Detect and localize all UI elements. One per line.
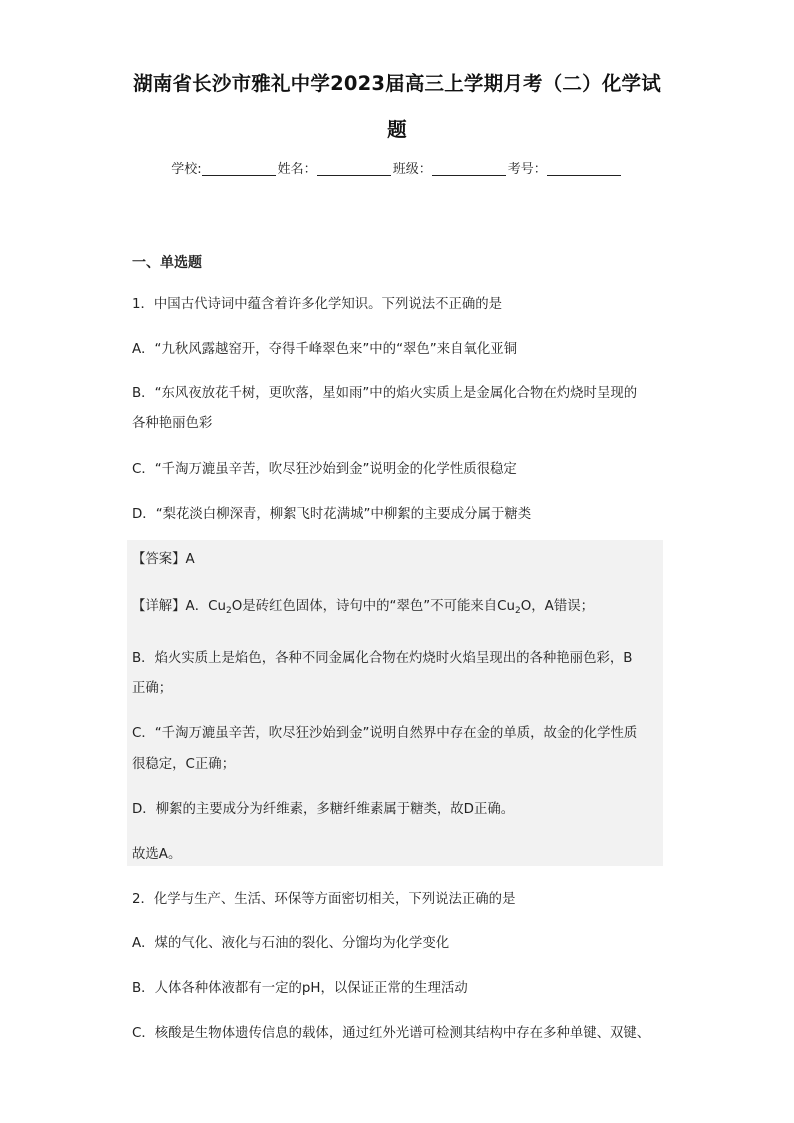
- exam-number-label: 考号：: [507, 162, 547, 177]
- exam-number-field: [508, 158, 623, 177]
- q1-option-c: C．“千淘万漉虽辛苦，吹尽狂沙始到金”说明金的化学性质很稳定: [132, 462, 517, 477]
- name-blank[interactable]: [317, 161, 391, 176]
- document-title: 湖南省长沙市雅礼中学2023届高三上学期月考（二）化学试: [133, 72, 661, 95]
- section-heading: 一、单选题: [132, 255, 202, 271]
- q2-stem: 2．化学与生产、生活、环保等方面密切相关，下列说法正确的是: [132, 892, 516, 907]
- q1-detail-c: C．“千淘万漉虽辛苦，吹尽狂沙始到金”说明自然界中存在金的单质，故金的化学性质: [132, 726, 638, 741]
- school-label: 学校:: [171, 162, 202, 177]
- q1-option-a: A．“九秋风露越窑开，夺得千峰翠色来”中的“翠色”来自氧化亚铜: [132, 342, 518, 357]
- name-field: [278, 158, 393, 177]
- detail-prefix: 【详解】A．: [132, 599, 209, 614]
- q1-answer: 【答案】A: [132, 552, 195, 567]
- student-info-row: [0, 158, 794, 177]
- name-label: 姓名：: [277, 162, 317, 177]
- answer-explanation-box: [127, 540, 663, 866]
- class-blank[interactable]: [432, 161, 506, 176]
- q1-option-b: B．“东风夜放花千树，更吹落，星如雨”中的焰火实质上是金属化合物在灼烧时呈现的: [132, 386, 638, 401]
- detail-suffix: ，A错误；: [531, 599, 595, 614]
- formula-cu2o: $Cu_2O$: [497, 599, 532, 616]
- q1-stem: 1．中国古代诗词中蕴含着许多化学知识。下列说法不正确的是: [132, 297, 503, 312]
- q1-detail-b: B．焰火实质上是焰色，各种不同金属化合物在灼烧时火焰呈现出的各种艳丽色彩，B: [132, 651, 633, 666]
- school-field: [171, 158, 277, 177]
- q1-detail-d: D．柳絮的主要成分为纤维素，多糖纤维素属于糖类，故D正确。: [132, 802, 515, 817]
- q1-detail-a: [132, 595, 594, 614]
- class-label: 班级：: [392, 162, 432, 177]
- detail-middle: 是砖红色固体，诗句中的“翠色”不可能来自: [242, 599, 498, 614]
- school-blank[interactable]: [202, 161, 276, 176]
- exam-number-blank[interactable]: [547, 161, 621, 176]
- formula-cu2o: $Cu_2O$: [208, 599, 243, 616]
- document-title-continued: 题: [387, 118, 407, 141]
- q2-option-c: C．核酸是生物体遗传信息的载体，通过红外光谱可检测其结构中存在多种单键、双键、: [132, 1026, 651, 1041]
- class-field: [393, 158, 508, 177]
- q2-option-b: B．人体各种体液都有一定的pH，以保证正常的生理活动: [132, 981, 468, 996]
- q1-detail-c-continued: 很稳定，C正确；: [132, 757, 236, 772]
- q1-detail-b-continued: 正确；: [132, 681, 173, 696]
- q1-option-b-continued: 各种艳丽色彩: [132, 416, 213, 431]
- q1-conclusion: 故选A。: [132, 847, 182, 862]
- q2-option-a: A．煤的气化、液化与石油的裂化、分馏均为化学变化: [132, 936, 450, 951]
- q1-option-d: D．“梨花淡白柳深青，柳絮飞时花满城”中柳絮的主要成分属于糖类: [132, 507, 532, 522]
